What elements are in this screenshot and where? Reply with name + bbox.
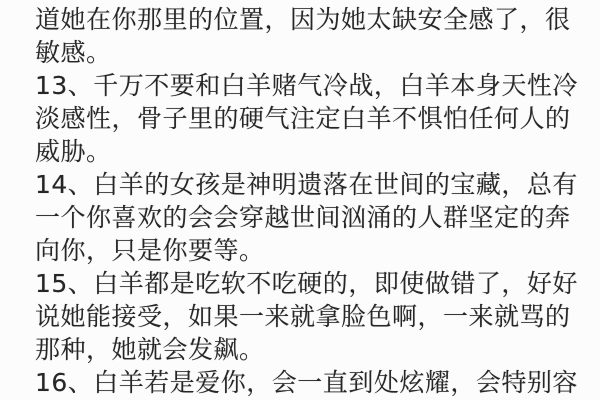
text-line-3: 13、千万不要和白羊赌气冷战，白羊本身天性冷 (35, 71, 578, 100)
body-text (35, 3, 578, 399)
text-line-1: 道她在你那里的位置，因为她太缺安全感了，很 (35, 5, 571, 34)
text-line-6: 14、白羊的女孩是神明遗落在世间的宝藏，总有 (35, 170, 578, 199)
text-line-11: 那种，她就会发飙。 (35, 335, 265, 364)
text-line-2: 敏感。 (35, 38, 112, 67)
text-line-9: 15、白羊都是吃软不吃硬的，即使做错了，好好 (35, 269, 578, 298)
text-line-8: 向你，只是你要等。 (35, 236, 265, 265)
text-line-4: 淡感性，骨子里的硬气注定白羊不惧怕任何人的 (35, 104, 571, 133)
text-line-12: 16、白羊若是爱你，会一直到处炫耀，会特别容 (35, 368, 578, 397)
text-line-7: 一个你喜欢的会会穿越世间汹涌的人群坚定的奔 (35, 203, 571, 232)
text-line-10: 说她能接受，如果一来就拿脸色啊，一来就骂的 (35, 302, 571, 331)
text-line-5: 威胁。 (35, 137, 112, 166)
